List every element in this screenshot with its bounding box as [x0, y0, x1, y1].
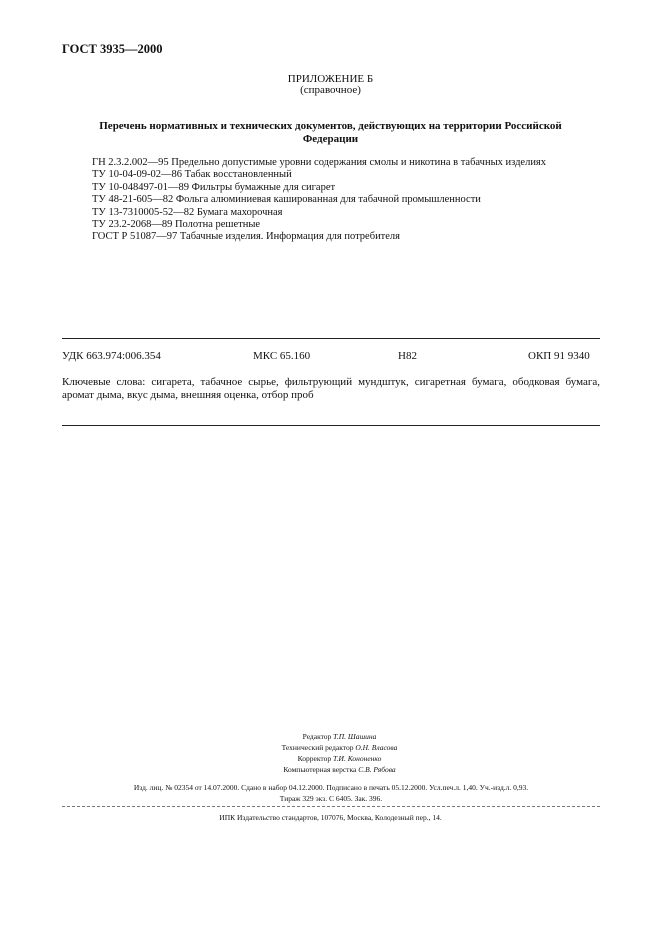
tech-editor-label: Технический редактор: [281, 743, 354, 752]
tech-editor-row: [0, 742, 661, 753]
udk-code: УДК 663.974:006.354: [62, 350, 161, 362]
group-code: Н82: [398, 350, 417, 362]
list-title: Перечень нормативных и технических документов, действующих на территории Российской Федерации: [99, 120, 562, 145]
list-item: ГОСТ Р 51087—97 Табачные изделия. Информация для потребителя: [92, 231, 401, 243]
layout-label: Компьютерная верстка: [283, 765, 357, 774]
list-item: ТУ 23.2-2068—89 Полотна решетные: [92, 219, 261, 231]
appendix-title: ПРИЛОЖЕНИЕ Б: [287, 73, 374, 85]
dashed-divider: [62, 806, 600, 807]
top-divider: [62, 338, 600, 339]
bottom-divider: [62, 425, 600, 426]
credits-block: [0, 731, 661, 775]
mks-code: МКС 65.160: [253, 350, 311, 362]
tech-editor-name: О.Н. Власова: [355, 743, 398, 752]
list-item: ГН 2.3.2.002—95 Предельно допустимые уровни содержания смолы и никотина в табачных изделиях: [92, 157, 547, 168]
list-item: ТУ 10-048497-01—89 Фильтры бумажные для сигарет: [92, 181, 336, 193]
corrector-row: [0, 753, 661, 764]
publication-info: [62, 782, 600, 804]
appendix-subtitle: (справочное): [300, 84, 361, 96]
publisher-info: ИПК Издательство стандартов, 107076, Москва, Колодезный пер., 14.: [219, 813, 442, 822]
editor-label: Редактор: [302, 732, 332, 741]
list-item: ТУ 48-21-605—82 Фольга алюминиевая кашированная для табачной промышленности: [92, 194, 481, 206]
corrector-label: Корректор: [297, 754, 332, 763]
keywords: Ключевые слова: сигарета, табачное сырье, фильтрующий мундштук, сигаретная бумага, ободковая бумага, аромат дыма, вкус дыма, внешняя оценка, отбор проб: [62, 376, 600, 401]
layout-row: [0, 764, 661, 775]
list-item: ТУ 13-7310005-52—82 Бумага махорочная: [92, 206, 283, 218]
corrector-name: Т.И. Кононенко: [332, 754, 382, 763]
editor-name: Т.П. Шашина: [333, 732, 377, 741]
publication-line-1: Изд. лиц. № 02354 от 14.07.2000. Сдано в набор 04.12.2000. Подписано в печать 05.12.2000. Усл.печ.л. 1,40. Уч.-изд.л. 0,93.: [133, 783, 529, 792]
editor-row: [0, 731, 661, 742]
standard-header: ГОСТ 3935—2000: [62, 42, 163, 56]
documents-list: [92, 157, 546, 244]
list-item: ТУ 10-04-09-02—86 Табак восстановленный: [92, 169, 292, 181]
okp-code: ОКП 91 9340: [528, 350, 590, 362]
publication-line-2: Тираж 329 экз. С 6405. Зак. 396.: [279, 794, 383, 803]
layout-name: С.В. Рябова: [358, 765, 396, 774]
